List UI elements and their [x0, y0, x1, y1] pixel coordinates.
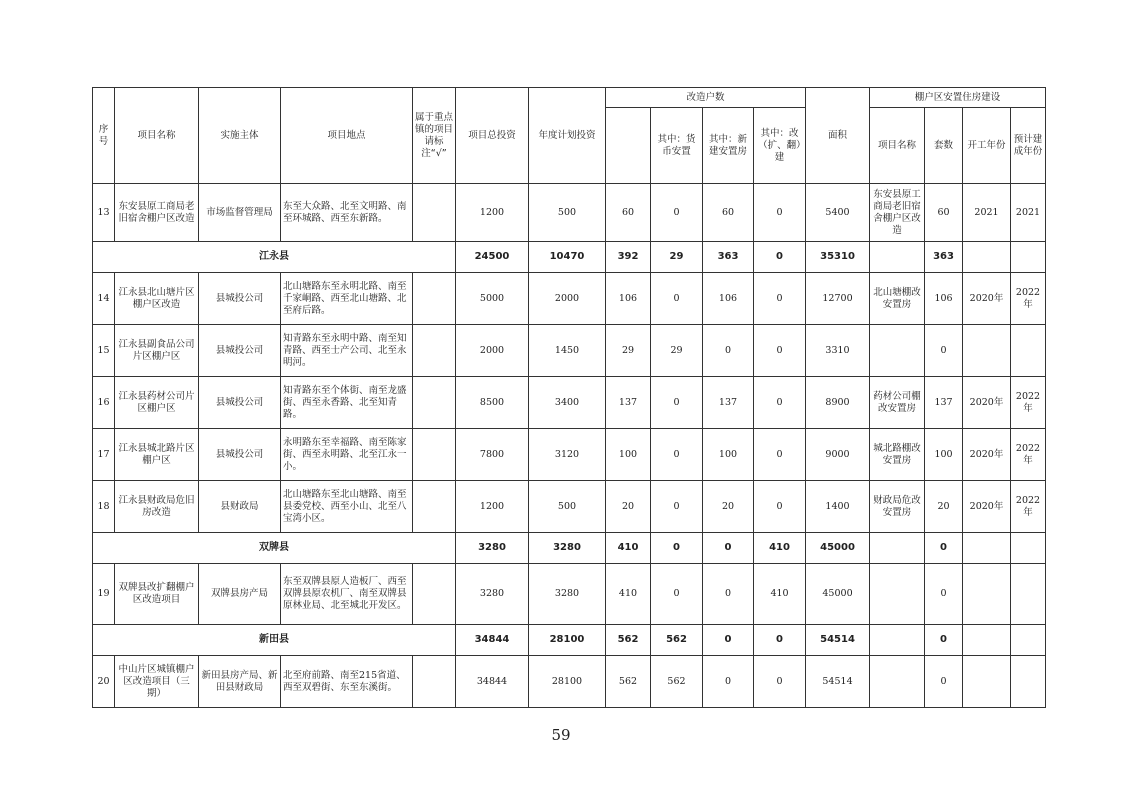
res-start-cell: [963, 533, 1011, 564]
area-cell: 45000: [806, 564, 870, 625]
key-town-cell: [413, 325, 456, 377]
new-build-cell: 137: [703, 377, 754, 429]
total-investment-cell: 3280: [456, 533, 529, 564]
area-cell: 35310: [806, 242, 870, 273]
entity-cell: 新田县房产局、新田县财政局: [199, 656, 281, 708]
header-households-total: [606, 108, 651, 184]
new-build-cell: 0: [703, 533, 754, 564]
res-units-cell: 0: [925, 625, 963, 656]
households-cell: 106: [606, 273, 651, 325]
res-start-cell: 2020年: [963, 429, 1011, 481]
key-town-cell: [413, 377, 456, 429]
area-cell: 54514: [806, 625, 870, 656]
project-name-cell: 东安县原工商局老旧宿舍棚户区改造: [115, 184, 199, 242]
res-start-cell: 2021: [963, 184, 1011, 242]
annual-investment-cell: 3400: [529, 377, 606, 429]
monetary-cell: 0: [651, 429, 703, 481]
res-finish-cell: [1011, 242, 1046, 273]
res-start-cell: [963, 242, 1011, 273]
table-row: [93, 184, 1046, 242]
table-row: [93, 377, 1046, 429]
res-start-cell: 2020年: [963, 377, 1011, 429]
monetary-cell: 562: [651, 625, 703, 656]
res-name-cell: 北山塘棚改安置房: [870, 273, 925, 325]
res-units-cell: 0: [925, 656, 963, 708]
new-build-cell: 100: [703, 429, 754, 481]
annual-investment-cell: 3280: [529, 564, 606, 625]
header-total-investment: 项目总投资: [456, 88, 529, 184]
total-investment-cell: 2000: [456, 325, 529, 377]
monetary-cell: 0: [651, 564, 703, 625]
seq-cell: 17: [93, 429, 115, 481]
res-units-cell: 20: [925, 481, 963, 533]
seq-cell: 15: [93, 325, 115, 377]
key-town-cell: [413, 656, 456, 708]
seq-cell: 16: [93, 377, 115, 429]
location-cell: 北山塘路东至永明北路、南至千家峒路、西至北山塘路、北至府后路。: [281, 273, 413, 325]
key-town-cell: [413, 184, 456, 242]
project-name-cell: 双牌县改扩翻棚户区改造项目: [115, 564, 199, 625]
renovate-cell: 0: [754, 377, 806, 429]
total-investment-cell: 8500: [456, 377, 529, 429]
header-name: 项目名称: [115, 88, 199, 184]
new-build-cell: 363: [703, 242, 754, 273]
area-cell: 5400: [806, 184, 870, 242]
seq-cell: 13: [93, 184, 115, 242]
monetary-cell: 0: [651, 481, 703, 533]
res-finish-cell: [1011, 564, 1046, 625]
annual-investment-cell: 3120: [529, 429, 606, 481]
entity-cell: 县财政局: [199, 481, 281, 533]
new-build-cell: 0: [703, 625, 754, 656]
seq-cell: 19: [93, 564, 115, 625]
seq-cell: 14: [93, 273, 115, 325]
new-build-cell: 0: [703, 564, 754, 625]
subtotal-row: [93, 533, 1046, 564]
header-seq: 序号: [93, 88, 115, 184]
header-location: 项目地点: [281, 88, 413, 184]
page-number: 59: [551, 726, 571, 744]
header-entity: 实施主体: [199, 88, 281, 184]
total-investment-cell: 1200: [456, 481, 529, 533]
households-cell: 20: [606, 481, 651, 533]
header-annual-investment: 年度计划投资: [529, 88, 606, 184]
households-cell: 562: [606, 625, 651, 656]
area-cell: 45000: [806, 533, 870, 564]
renovate-cell: 410: [754, 533, 806, 564]
entity-cell: 双牌县房产局: [199, 564, 281, 625]
subtotal-label: 双牌县: [93, 533, 456, 564]
households-cell: 29: [606, 325, 651, 377]
new-build-cell: 20: [703, 481, 754, 533]
renovate-cell: 0: [754, 429, 806, 481]
header-key-town: 属于重点镇的项目请标注“√”: [413, 88, 456, 184]
res-units-cell: 0: [925, 564, 963, 625]
location-cell: 东至大众路、北至文明路、南至环城路、西至东新路。: [281, 184, 413, 242]
res-units-cell: 100: [925, 429, 963, 481]
res-finish-cell: [1011, 625, 1046, 656]
location-cell: 东至双牌县原人造板厂、西至双牌县原农机厂、南至双牌县原林业局、北至城北开发区。: [281, 564, 413, 625]
annual-investment-cell: 28100: [529, 625, 606, 656]
res-name-cell: 城北路棚改安置房: [870, 429, 925, 481]
area-cell: 9000: [806, 429, 870, 481]
table-row: [93, 429, 1046, 481]
header-renovate: 其中：改（扩、翻）建: [754, 108, 806, 184]
renovate-cell: 0: [754, 625, 806, 656]
header-res-finish: 预计建成年份: [1011, 108, 1046, 184]
total-investment-cell: 1200: [456, 184, 529, 242]
renovate-cell: 0: [754, 184, 806, 242]
table-row: [93, 656, 1046, 708]
header-res-units: 套数: [925, 108, 963, 184]
header-res-name: 项目名称: [870, 108, 925, 184]
res-start-cell: 2020年: [963, 481, 1011, 533]
seq-cell: 20: [93, 656, 115, 708]
renovate-cell: 0: [754, 273, 806, 325]
entity-cell: 县城投公司: [199, 325, 281, 377]
table-row: [93, 564, 1046, 625]
new-build-cell: 0: [703, 656, 754, 708]
res-finish-cell: 2022年: [1011, 273, 1046, 325]
renovate-cell: 0: [754, 656, 806, 708]
res-start-cell: [963, 325, 1011, 377]
total-investment-cell: 5000: [456, 273, 529, 325]
renovate-cell: 410: [754, 564, 806, 625]
header-res-start: 开工年份: [963, 108, 1011, 184]
table-body: [93, 184, 1046, 708]
project-name-cell: 江永县北山塘片区棚户区改造: [115, 273, 199, 325]
monetary-cell: 0: [651, 377, 703, 429]
households-cell: 392: [606, 242, 651, 273]
res-name-cell: 药材公司棚改安置房: [870, 377, 925, 429]
res-finish-cell: [1011, 533, 1046, 564]
monetary-cell: 562: [651, 656, 703, 708]
res-units-cell: 363: [925, 242, 963, 273]
res-name-cell: [870, 625, 925, 656]
project-name-cell: 江永县副食品公司片区棚户区: [115, 325, 199, 377]
area-cell: 1400: [806, 481, 870, 533]
annual-investment-cell: 500: [529, 184, 606, 242]
key-town-cell: [413, 564, 456, 625]
households-cell: 137: [606, 377, 651, 429]
res-name-cell: [870, 242, 925, 273]
annual-investment-cell: 28100: [529, 656, 606, 708]
project-name-cell: 江永县药材公司片区棚户区: [115, 377, 199, 429]
households-cell: 562: [606, 656, 651, 708]
new-build-cell: 106: [703, 273, 754, 325]
monetary-cell: 0: [651, 273, 703, 325]
annual-investment-cell: 3280: [529, 533, 606, 564]
project-name-cell: 江永县财政局危旧房改造: [115, 481, 199, 533]
households-cell: 410: [606, 564, 651, 625]
location-cell: 北山塘路东至北山塘路、南至县委党校、西至小山、北至八宝湾小区。: [281, 481, 413, 533]
project-name-cell: 中山片区城镇棚户区改造项目（三期）: [115, 656, 199, 708]
entity-cell: 县城投公司: [199, 273, 281, 325]
project-name-cell: 江永县城北路片区棚户区: [115, 429, 199, 481]
monetary-cell: 0: [651, 184, 703, 242]
total-investment-cell: 34844: [456, 625, 529, 656]
res-finish-cell: 2022年: [1011, 481, 1046, 533]
renovate-cell: 0: [754, 242, 806, 273]
table-row: [93, 273, 1046, 325]
total-investment-cell: 7800: [456, 429, 529, 481]
header-area: 面积: [806, 88, 870, 184]
location-cell: 知青路东至个体街、南至龙盛街、西至永香路、北至知青路。: [281, 377, 413, 429]
total-investment-cell: 34844: [456, 656, 529, 708]
total-investment-cell: 3280: [456, 564, 529, 625]
res-units-cell: 106: [925, 273, 963, 325]
res-finish-cell: [1011, 656, 1046, 708]
key-town-cell: [413, 429, 456, 481]
res-units-cell: 60: [925, 184, 963, 242]
monetary-cell: 29: [651, 325, 703, 377]
monetary-cell: 0: [651, 533, 703, 564]
res-name-cell: 财政局危改安置房: [870, 481, 925, 533]
res-units-cell: 137: [925, 377, 963, 429]
seq-cell: 18: [93, 481, 115, 533]
annual-investment-cell: 500: [529, 481, 606, 533]
res-finish-cell: 2022年: [1011, 429, 1046, 481]
households-cell: 100: [606, 429, 651, 481]
households-cell: 410: [606, 533, 651, 564]
subtotal-label: 江永县: [93, 242, 456, 273]
subtotal-row: [93, 242, 1046, 273]
area-cell: 12700: [806, 273, 870, 325]
location-cell: 北至府前路、南至215省道、西至双碧街、东至东溪街。: [281, 656, 413, 708]
res-units-cell: 0: [925, 325, 963, 377]
renovate-cell: 0: [754, 481, 806, 533]
res-name-cell: [870, 533, 925, 564]
location-cell: 知青路东至永明中路、南至知青路、西至士产公司、北至永明河。: [281, 325, 413, 377]
area-cell: 54514: [806, 656, 870, 708]
entity-cell: 县城投公司: [199, 429, 281, 481]
res-name-cell: [870, 656, 925, 708]
entity-cell: 县城投公司: [199, 377, 281, 429]
entity-cell: 市场监督管理局: [199, 184, 281, 242]
renovate-cell: 0: [754, 325, 806, 377]
key-town-cell: [413, 273, 456, 325]
header-monetary: 其中：货币安置: [651, 108, 703, 184]
res-start-cell: [963, 564, 1011, 625]
res-finish-cell: 2022年: [1011, 377, 1046, 429]
table-row: [93, 481, 1046, 533]
annual-investment-cell: 2000: [529, 273, 606, 325]
subtotal-row: [93, 625, 1046, 656]
project-table: [92, 87, 1046, 708]
table-row: [93, 325, 1046, 377]
res-units-cell: 0: [925, 533, 963, 564]
header-resettlement: 棚户区安置住房建设: [870, 88, 1046, 108]
res-name-cell: 东安县原工商局老旧宿舍棚户区改造: [870, 184, 925, 242]
res-name-cell: [870, 325, 925, 377]
monetary-cell: 29: [651, 242, 703, 273]
header-new-build: 其中：新建安置房: [703, 108, 754, 184]
res-start-cell: [963, 656, 1011, 708]
res-finish-cell: 2021: [1011, 184, 1046, 242]
subtotal-label: 新田县: [93, 625, 456, 656]
res-start-cell: 2020年: [963, 273, 1011, 325]
annual-investment-cell: 1450: [529, 325, 606, 377]
area-cell: 8900: [806, 377, 870, 429]
new-build-cell: 60: [703, 184, 754, 242]
households-cell: 60: [606, 184, 651, 242]
location-cell: 永明路东至幸福路、南至陈家街、西至永明路、北至江永一小。: [281, 429, 413, 481]
header-households: 改造户数: [606, 88, 806, 108]
res-start-cell: [963, 625, 1011, 656]
res-name-cell: [870, 564, 925, 625]
new-build-cell: 0: [703, 325, 754, 377]
area-cell: 3310: [806, 325, 870, 377]
annual-investment-cell: 10470: [529, 242, 606, 273]
total-investment-cell: 24500: [456, 242, 529, 273]
res-finish-cell: [1011, 325, 1046, 377]
key-town-cell: [413, 481, 456, 533]
